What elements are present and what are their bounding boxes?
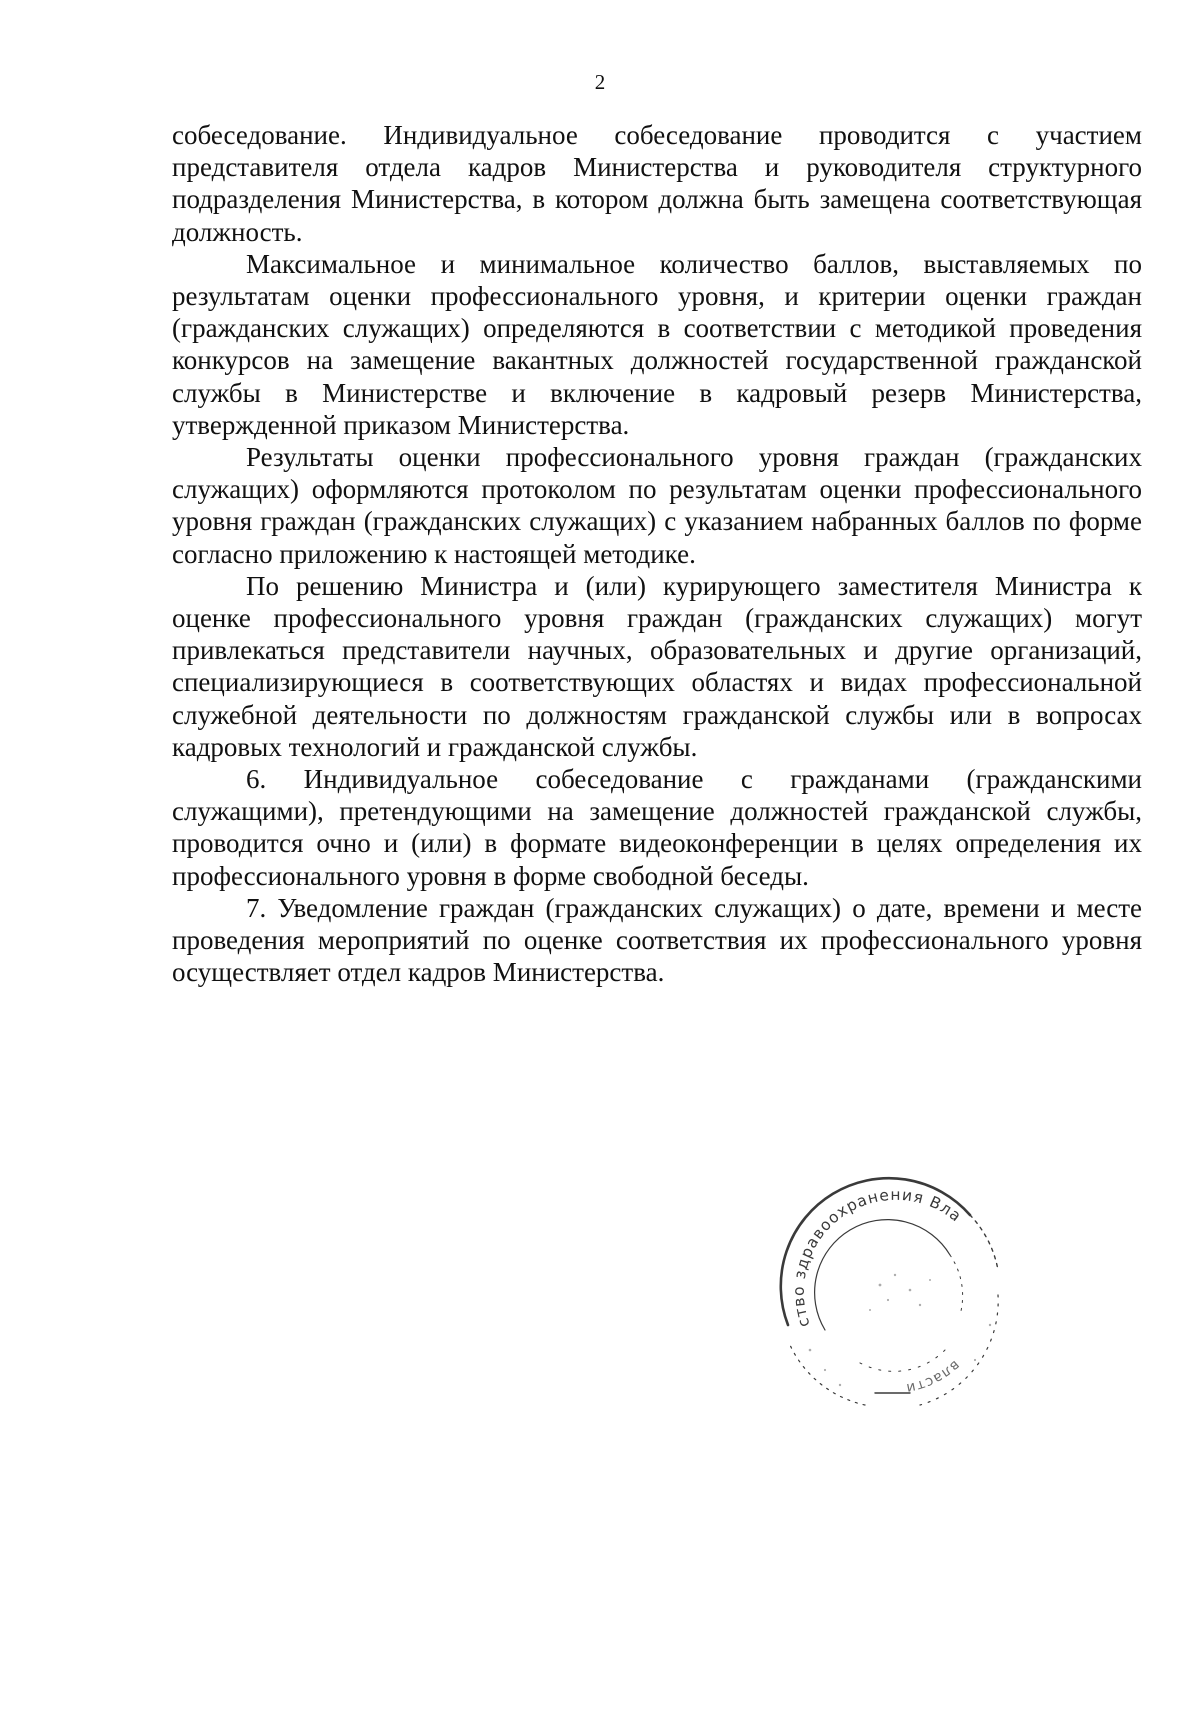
official-stamp-seal	[770, 1175, 1020, 1425]
page-number: 2	[594, 70, 606, 94]
svg-text:власти: власти	[903, 1357, 963, 1397]
paragraph-4: По решению Министра и (или) курирующего заместителя Министра к оценке профессионального уровня граждан (гражданских служащих) могут привлекаться представители научных, образовательных и другие организаций, специализирующиеся в соответствующих областях и видах профессиональной служебной деятельности по должностям гражданской службы или в вопросах кадровых технологий и гражданской службы.	[172, 570, 1142, 762]
svg-text:ство здравоохранения Вла: ство здравоохранения Вла	[789, 1185, 966, 1330]
paragraph-item-7: 7. Уведомление граждан (гражданских служащих) о дате, времени и месте проведения мероприятий по оценке соответствия их профессионального уровня осуществляет отдел кадров Министерства.	[172, 892, 1142, 988]
paragraph-item-6: 6. Индивидуальное собеседование с гражданами (гражданскими служащими), претендующими на замещение должностей гражданской службы, проводится очно и (или) в формате видеоконференции в целях определения их профессионального уровня в форме свободной беседы.	[172, 764, 1142, 891]
paragraph-1: собеседование. Индивидуальное собеседование проводится с участием представителя отдела кадров Министерства и руководителя структурного подразделения Министерства, в котором должна быть замещена соответствующая должность.	[172, 120, 1142, 247]
paragraph-2: Максимальное и минимальное количество баллов, выставляемых по результатам оценки профессионального уровня, и критерии оценки граждан (гражданских служащих) определяются в соответствии с методикой проведения конкурсов на замещение вакантных должностей государственной гражданской службы в Министерстве и включение в кадровый резерв Министерства, утвержденной приказом Министерства.	[172, 248, 1142, 440]
paragraph-3: Результаты оценки профессионального уровня граждан (гражданских служащих) оформляются протоколом по результатам оценки профессионального уровня граждан (гражданских служащих) с указанием набранных баллов по форме согласно приложению к настоящей методике.	[172, 442, 1142, 569]
document-body	[172, 119, 1142, 988]
